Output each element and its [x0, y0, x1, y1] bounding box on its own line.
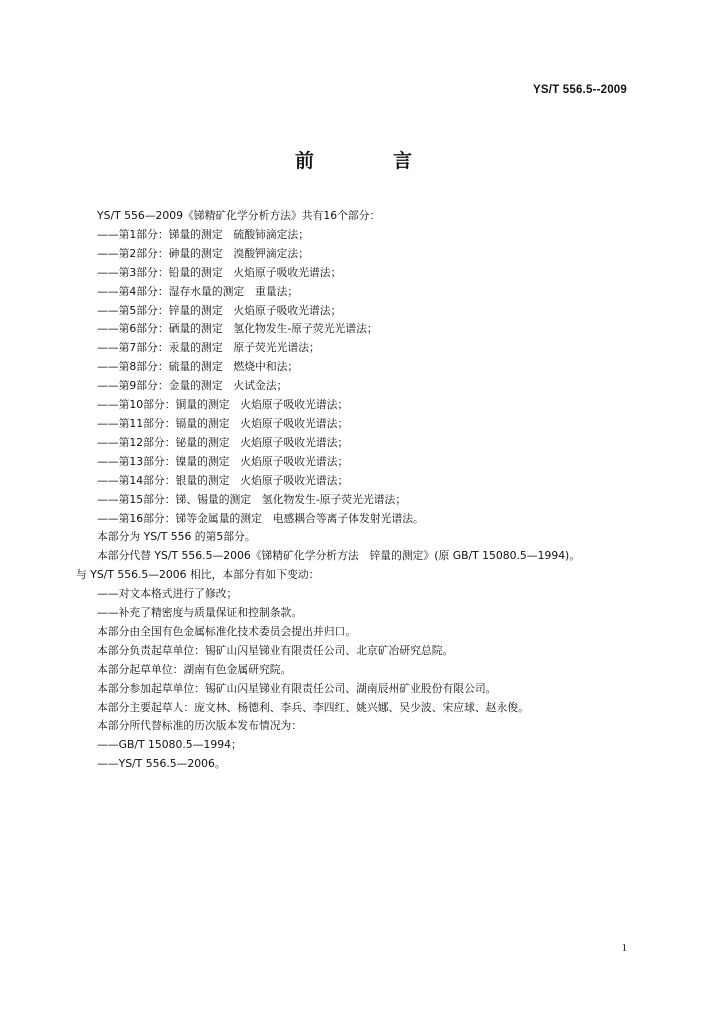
- text-line: ——对文本格式进行了修改；: [97, 587, 238, 601]
- text-line: 与 YS/T 556.5—2006 相比，本部分有如下变动：: [76, 568, 320, 582]
- page-number: 1: [621, 942, 627, 954]
- text-line: 本部分参加起草单位：锡矿山闪星锑业有限责任公司、湖南辰州矿业股份有限公司。: [97, 681, 497, 695]
- text-line: 本部分代替 YS/T 556.5—2006《锑精矿化学分析方法 锌量的测定》(原 GB/T 15080.5—1994)。: [97, 549, 581, 563]
- text-line: ——第15部分：锑、锡量的测定 氢化物发生-原子荧光光谱法；: [97, 492, 407, 506]
- text-line: ——第16部分：锑等金属量的测定 电感耦合等离子体发射光谱法。: [97, 511, 424, 525]
- text-line: 本部分负责起草单位：锡矿山闪星锑业有限责任公司、北京矿冶研究总院。: [97, 643, 454, 657]
- text-line: 本部分由全国有色金属标准化技术委员会提出并归口。: [97, 624, 357, 638]
- text-line: ——补充了精密度与质量保证和控制条款。: [97, 606, 303, 620]
- text-line: ——YS/T 556.5—2006。: [97, 757, 226, 771]
- text-line: 本部分所代替标准的历次版本发布情况为：: [97, 719, 303, 733]
- text-line: ——第14部分：银量的测定 火焰原子吸收光谱法；: [97, 473, 349, 487]
- foreword-body: [76, 207, 646, 774]
- text-line: ——第13部分：镍量的测定 火焰原子吸收光谱法；: [97, 454, 349, 468]
- page-title: 前 言: [294, 150, 442, 172]
- text-line: ——第3部分：铅量的测定 火焰原子吸收光谱法；: [97, 265, 342, 279]
- text-line: ——第12部分：铋量的测定 火焰原子吸收光谱法；: [97, 435, 349, 449]
- text-line: 本部分为 YS/T 556 的第5部分。: [97, 530, 256, 544]
- text-line: ——第11部分：镉量的测定 火焰原子吸收光谱法；: [97, 416, 349, 430]
- text-line: ——第7部分：汞量的测定 原子荧光光谱法；: [97, 341, 320, 355]
- standard-code: YS/T 556.5--2009: [533, 84, 627, 96]
- text-line: ——第1部分：锑量的测定 硫酸铈滴定法；: [97, 227, 310, 241]
- text-line: ——GB/T 15080.5—1994；: [97, 738, 242, 752]
- text-line: ——第5部分：锌量的测定 火焰原子吸收光谱法；: [97, 303, 342, 317]
- text-line: ——第8部分：硫量的测定 燃烧中和法；: [97, 360, 299, 374]
- text-line: 本部分起草单位：湖南有色金属研究院。: [97, 662, 292, 676]
- text-line: ——第6部分：硒量的测定 氢化物发生-原子荧光光谱法；: [97, 322, 378, 336]
- text-line: 本部分主要起草人：庞文林、杨德利、李兵、李四红、姚兴娜、吴少波、宋应球、赵永俊。: [97, 700, 529, 714]
- text-line: ——第9部分：金量的测定 火试金法；: [97, 379, 288, 393]
- text-line: ——第2部分：砷量的测定 溴酸钾滴定法；: [97, 246, 310, 260]
- text-line: ——第4部分：湿存水量的测定 重量法；: [97, 284, 299, 298]
- text-line: YS/T 556—2009《锑精矿化学分析方法》共有16个部分：: [97, 209, 381, 222]
- text-line: ——第10部分：铜量的测定 火焰原子吸收光谱法；: [97, 398, 349, 412]
